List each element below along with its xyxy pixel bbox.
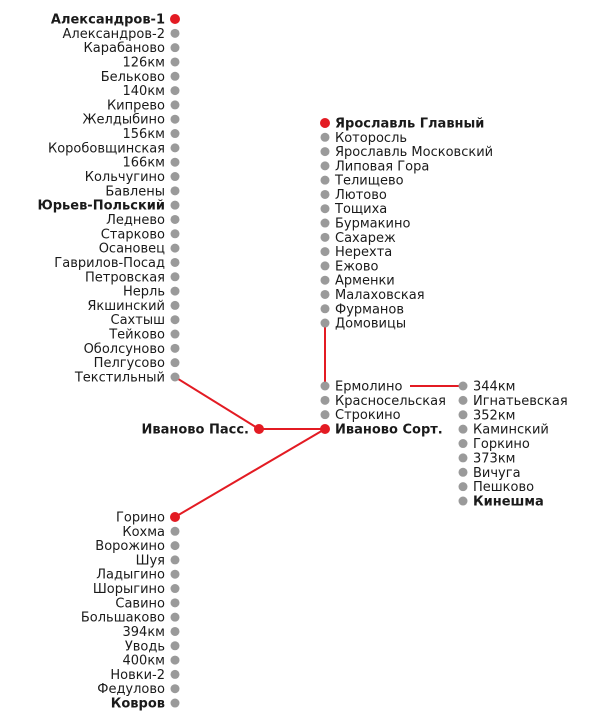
kovrov-station-13-dot [171,699,180,708]
kovrov-station-11-dot [171,670,180,679]
yaroslavl-station-13-dot [321,304,330,313]
kovrov-station-7-dot [171,613,180,622]
kovrov-station-7-label: Большаково [80,610,165,626]
yaroslavl-station-9-label: Нерехта [335,245,393,261]
yaroslavl-station-6-label: Тощиха [335,202,388,218]
aleksandrov-station-21-label: Сахтыш [110,313,165,329]
kovrov-station-0-dot [170,512,180,522]
kovrov-station-12-label: Федулово [97,682,165,698]
kineshma-station-3-label: Каминский [473,422,549,438]
kineshma-station-2-dot [459,410,468,419]
kovrov-station-5-dot [171,584,180,593]
aleksandrov-station-2-dot [171,43,180,52]
aleksandrov-station-15-dot [171,229,180,238]
aleksandrov-station-22-label: Тейково [109,327,165,343]
aleksandrov-station-21-dot [171,315,180,324]
aleksandrov-station-17-label: Гаврилов-Посад [54,255,165,271]
aleksandrov-station-3-dot [171,57,180,66]
aleksandrov-station-24-dot [171,358,180,367]
aleksandrov-station-5-label: 140км [122,84,165,100]
yaroslavl-station-1-label: Которосль [335,130,408,146]
aleksandrov-station-6-dot [171,100,180,109]
yaroslavl-station-1-dot [321,133,330,142]
aleksandrov-station-15-label: Старково [100,227,165,243]
yaroslavl-station-11-label: Арменки [335,273,395,289]
kovrov-station-4-dot [171,570,180,579]
aleksandrov-station-12-label: Бавлены [105,184,165,200]
yaroslavl-station-14-dot [321,319,330,328]
ivanovo_sort-station-2-label: Строкино [335,408,401,424]
kovrov-station-10-dot [171,656,180,665]
kovrov-station-8-label: 394км [122,624,165,640]
kineshma-station-5-dot [459,453,468,462]
ivanovo_sort-station-0-label: Ермолино [335,379,403,395]
yaroslavl-station-3-label: Липовая Гора [335,159,430,175]
yaroslavl-station-0-dot [320,118,330,128]
aleksandrov-station-3-label: 126км [122,55,165,71]
stations [37,13,567,712]
yaroslavl-station-8-dot [321,233,330,242]
yaroslavl-station-7-dot [321,219,330,228]
yaroslavl-station-2-dot [321,147,330,156]
aleksandrov-station-16-label: Осановец [98,241,165,257]
kineshma-station-0-label: 344км [473,379,516,395]
yaroslavl-station-9-dot [321,247,330,256]
kineshma-station-8-label: Кинешма [473,494,544,510]
yaroslavl-station-10-label: Ежово [335,259,379,275]
kovrov-station-6-dot [171,598,180,607]
aleksandrov-station-0-dot [170,14,180,24]
yaroslavl-station-13-label: Фурманов [335,302,405,318]
ivanovo_sort-station-3-dot [320,424,330,434]
aleksandrov-station-23-label: Оболсуново [83,341,165,357]
aleksandrov-station-13-dot [171,201,180,210]
kovrov-station-2-dot [171,541,180,550]
kineshma-station-3-dot [459,425,468,434]
aleksandrov-station-1-label: Александров-2 [62,26,165,42]
kovrov-station-3-label: Шуя [135,553,165,569]
yaroslavl-station-8-label: Сахареж [335,230,396,246]
aleksandrov-station-22-dot [171,330,180,339]
kovrov-station-8-dot [171,627,180,636]
aleksandrov-station-6-label: Кипрево [106,98,165,114]
yaroslavl-station-2-label: Ярославль Московский [335,145,494,161]
kovrov-station-5-label: Шорыгино [92,582,165,598]
ivanovo_sort-station-1-label: Красносельская [335,393,446,409]
yaroslavl-station-4-dot [321,176,330,185]
kineshma-station-1-dot [459,396,468,405]
aleksandrov-station-25-label: Текстильный [74,370,165,386]
kineshma-station-8-dot [459,497,468,506]
aleksandrov-station-17-dot [171,258,180,267]
kineshma-station-5-label: 373км [473,451,516,467]
aleksandrov-station-14-dot [171,215,180,224]
yaroslavl-station-12-dot [321,290,330,299]
yaroslavl-station-5-dot [321,190,330,199]
kovrov-station-3-dot [171,555,180,564]
aleksandrov-station-20-dot [171,301,180,310]
ivanovo_sort-station-2-dot [321,410,330,419]
kovrov-station-1-label: Кохма [122,524,165,540]
kovrov-station-12-dot [171,684,180,693]
aleksandrov-station-8-dot [171,129,180,138]
kineshma-station-6-dot [459,468,468,477]
yaroslavl-station-3-dot [321,161,330,170]
yaroslavl-station-14-label: Домовицы [335,316,407,332]
kovrov-station-0-label: Горино [115,510,165,526]
kovrov-station-2-label: Ворожино [95,539,165,555]
aleksandrov-station-11-label: Кольчугино [84,170,165,186]
ivanovo_sort-station-3-label: Иваново Сорт. [335,422,443,438]
line-ivanovo-sort-gorino [175,429,325,517]
kineshma-station-4-dot [459,439,468,448]
yaroslavl-station-11-dot [321,276,330,285]
aleksandrov-station-9-dot [171,143,180,152]
rail-lines [175,323,463,517]
ivanovo_sort-station-0-dot [321,382,330,391]
aleksandrov-station-0-label: Александров-1 [50,12,165,28]
yaroslavl-station-6-dot [321,204,330,213]
yaroslavl-station-7-label: Бурмакино [335,216,411,232]
aleksandrov-station-16-dot [171,244,180,253]
aleksandrov-station-19-label: Нерль [123,284,165,300]
aleksandrov-station-10-dot [171,158,180,167]
yaroslavl-station-10-dot [321,261,330,270]
kineshma-station-0-dot [459,382,468,391]
kineshma-station-7-dot [459,482,468,491]
kovrov-station-9-dot [171,641,180,650]
aleksandrov-station-24-label: Пелгусово [93,356,165,372]
aleksandrov-station-19-dot [171,287,180,296]
yaroslavl-station-0-label: Ярославль Главный [335,116,485,132]
aleksandrov-station-18-dot [171,272,180,281]
aleksandrov-station-7-label: Желдыбино [82,112,165,128]
aleksandrov-station-2-label: Карабаново [83,41,165,57]
kovrov-station-11-label: Новки-2 [110,667,165,683]
aleksandrov-station-8-label: 156км [122,127,165,143]
kovrov-station-1-dot [171,527,180,536]
kovrov-station-4-label: Ладыгино [96,567,165,583]
kovrov-station-10-label: 400км [122,653,165,669]
line-tekstilny-ivanovo-pass [175,377,259,429]
kineshma-station-6-label: Вичуга [473,465,521,481]
aleksandrov-station-7-dot [171,115,180,124]
yaroslavl-station-4-label: Телищево [335,173,404,189]
aleksandrov-station-23-dot [171,344,180,353]
aleksandrov-station-11-dot [171,172,180,181]
aleksandrov-station-4-label: Бельково [100,69,165,85]
aleksandrov-station-10-label: 166км [122,155,165,171]
kineshma-station-7-label: Пешково [473,480,535,496]
aleksandrov-station-18-label: Петровская [85,270,165,286]
aleksandrov-station-14-label: Леднево [106,212,165,228]
aleksandrov-station-12-dot [171,186,180,195]
yaroslavl-station-5-label: Лютово [335,187,387,203]
kineshma-station-2-label: 352км [473,408,516,424]
kovrov-station-6-label: Савино [115,596,165,612]
aleksandrov-station-1-dot [171,29,180,38]
aleksandrov-station-13-label: Юрьев-Польский [37,198,165,214]
ivanovo-pass-label: Иваново Пасс. [141,422,249,438]
aleksandrov-station-4-dot [171,72,180,81]
kovrov-station-13-label: Ковров [110,696,165,712]
aleksandrov-station-20-label: Якшинский [87,298,165,314]
kovrov-station-9-label: Уводь [124,639,165,655]
kineshma-station-1-label: Игнатьевская [473,393,568,409]
ivanovo-pass-dot [254,424,264,434]
aleksandrov-station-25-dot [171,373,180,382]
yaroslavl-station-12-label: Малаховская [335,287,425,303]
kineshma-station-4-label: Горкино [473,437,530,453]
aleksandrov-station-5-dot [171,86,180,95]
ivanovo_sort-station-1-dot [321,396,330,405]
aleksandrov-station-9-label: Коробовщинская [48,141,165,157]
